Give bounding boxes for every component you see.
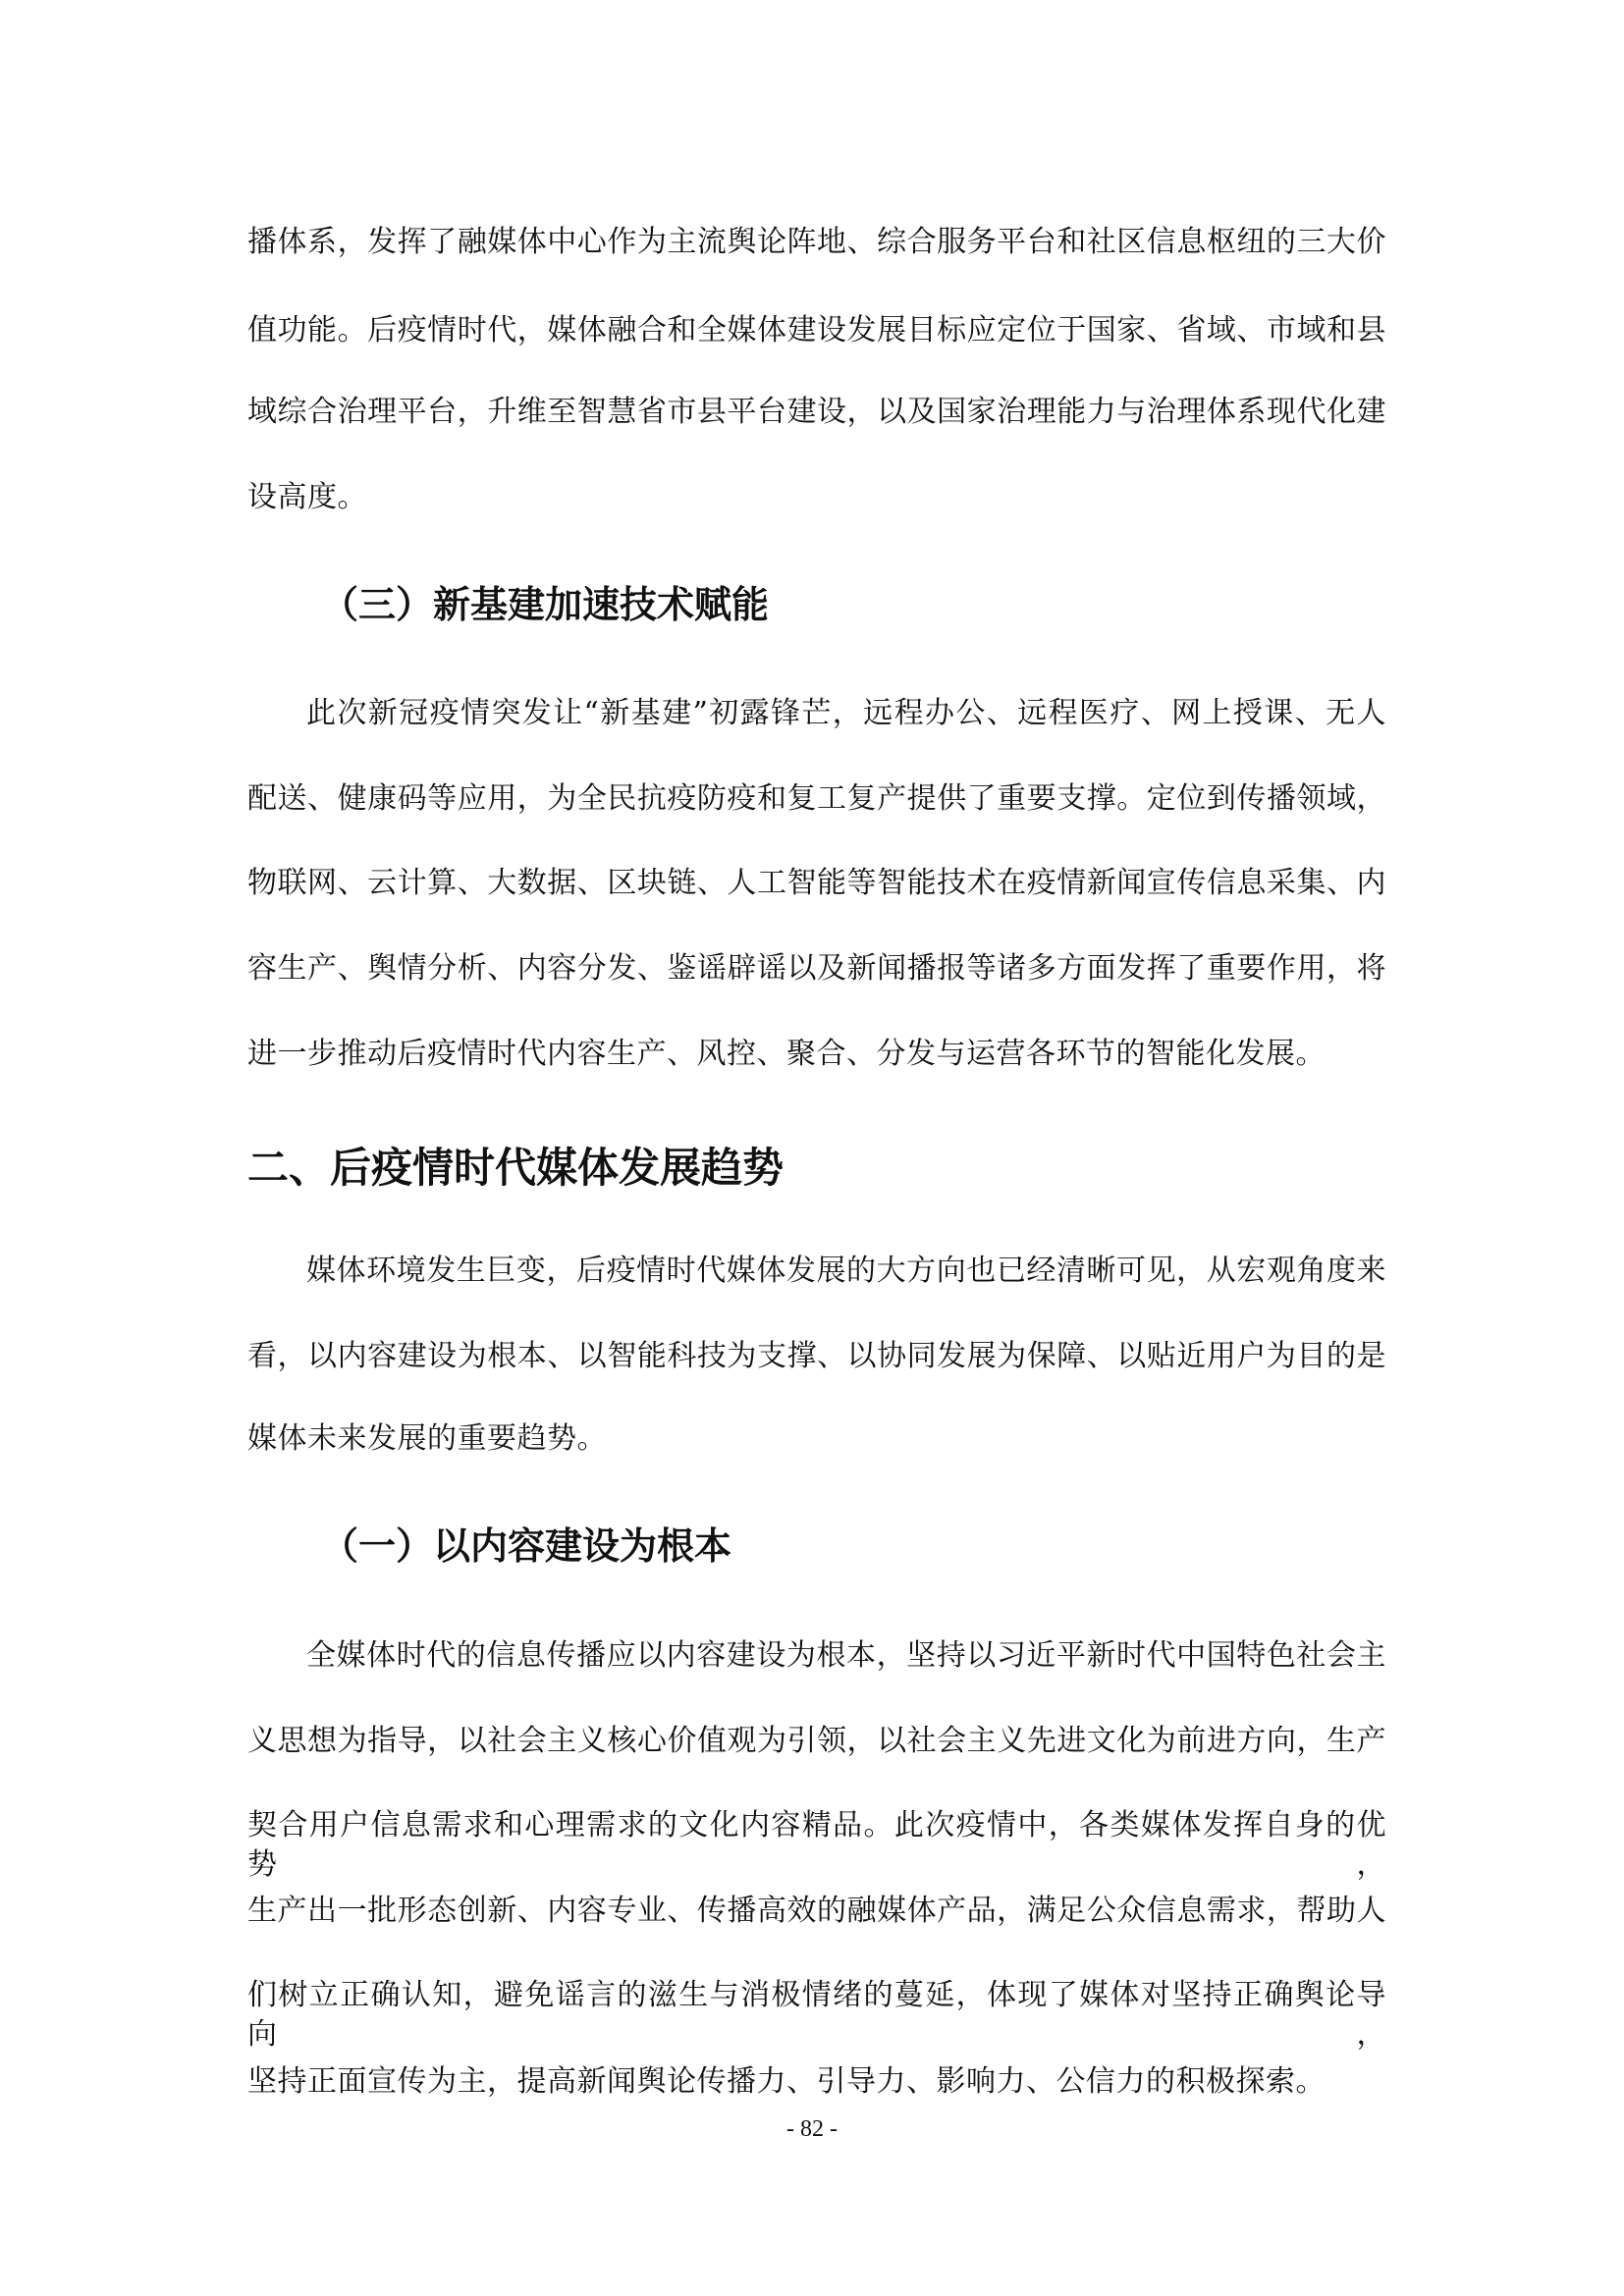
paragraph-line: 义思想为指导，以社会主义核心价值观为引领，以社会主义先进文化为前进方向，生产 xyxy=(247,1724,1386,1758)
paragraph-line: 播体系，发挥了融媒体中心作为主流舆论阵地、综合服务平台和社区信息枢纽的三大价 xyxy=(247,225,1386,259)
paragraph-line: 值功能。后疫情时代，媒体融合和全媒体建设发展目标应定位于国家、省域、市域和县 xyxy=(247,313,1386,347)
paragraph-line: 此次新冠疫情突发让“新基建”初露锋芒，远程办公、远程医疗、网上授课、无人 xyxy=(306,696,1386,730)
paragraph-line: 容生产、舆情分析、内容分发、鉴谣辟谣以及新闻播报等诸多方面发挥了重要作用，将 xyxy=(247,951,1386,986)
paragraph-line: 生产出一批形态创新、内容专业、传播高效的融媒体产品，满足公众信息需求，帮助人 xyxy=(247,1894,1386,1928)
section-heading: （三）新基建加速技术赋能 xyxy=(321,583,770,626)
paragraph-line: 契合用户信息需求和心理需求的文化内容精品。此次疫情中，各类媒体发挥自身的优势， xyxy=(247,1808,1386,1882)
paragraph-line: 坚持正面宣传为主，提高新闻舆论传播力、引导力、影响力、公信力的积极探索。 xyxy=(247,2064,1326,2099)
paragraph-line: 设高度。 xyxy=(247,480,367,514)
section-heading: （一）以内容建设为根本 xyxy=(321,1524,732,1568)
paragraph-line: 域综合治理平台，升维至智慧省市县平台建设，以及国家治理能力与治理体系现代化建 xyxy=(247,395,1386,429)
paragraph-line: 配送、健康码等应用，为全民抗疫防疫和复工复产提供了重要支撑。定位到传播领域， xyxy=(247,781,1386,816)
paragraph-line: 看，以内容建设为根本、以智能科技为支撑、以协同发展为保障、以贴近用户为目的是 xyxy=(247,1339,1386,1373)
page-number: - 82 - xyxy=(786,2116,838,2142)
paragraph-line: 媒体环境发生巨变，后疫情时代媒体发展的大方向也已经清晰可见，从宏观角度来 xyxy=(306,1254,1386,1288)
chapter-heading: 二、后疫情时代媒体发展趋势 xyxy=(247,1144,785,1192)
paragraph-line: 全媒体时代的信息传播应以内容建设为根本，坚持以习近平新时代中国特色社会主 xyxy=(306,1638,1386,1673)
paragraph-line: 媒体未来发展的重要趋势。 xyxy=(247,1421,607,1456)
paragraph-line: 进一步推动后疫情时代内容生产、风控、聚合、分发与运营各环节的智能化发展。 xyxy=(247,1037,1326,1071)
paragraph-line: 物联网、云计算、大数据、区块链、人工智能等智能技术在疫情新闻宣传信息采集、内 xyxy=(247,866,1386,900)
paragraph-line: 们树立正确认知，避免谣言的滋生与消极情绪的蔓延，体现了媒体对坚持正确舆论导向， xyxy=(247,1978,1386,2052)
